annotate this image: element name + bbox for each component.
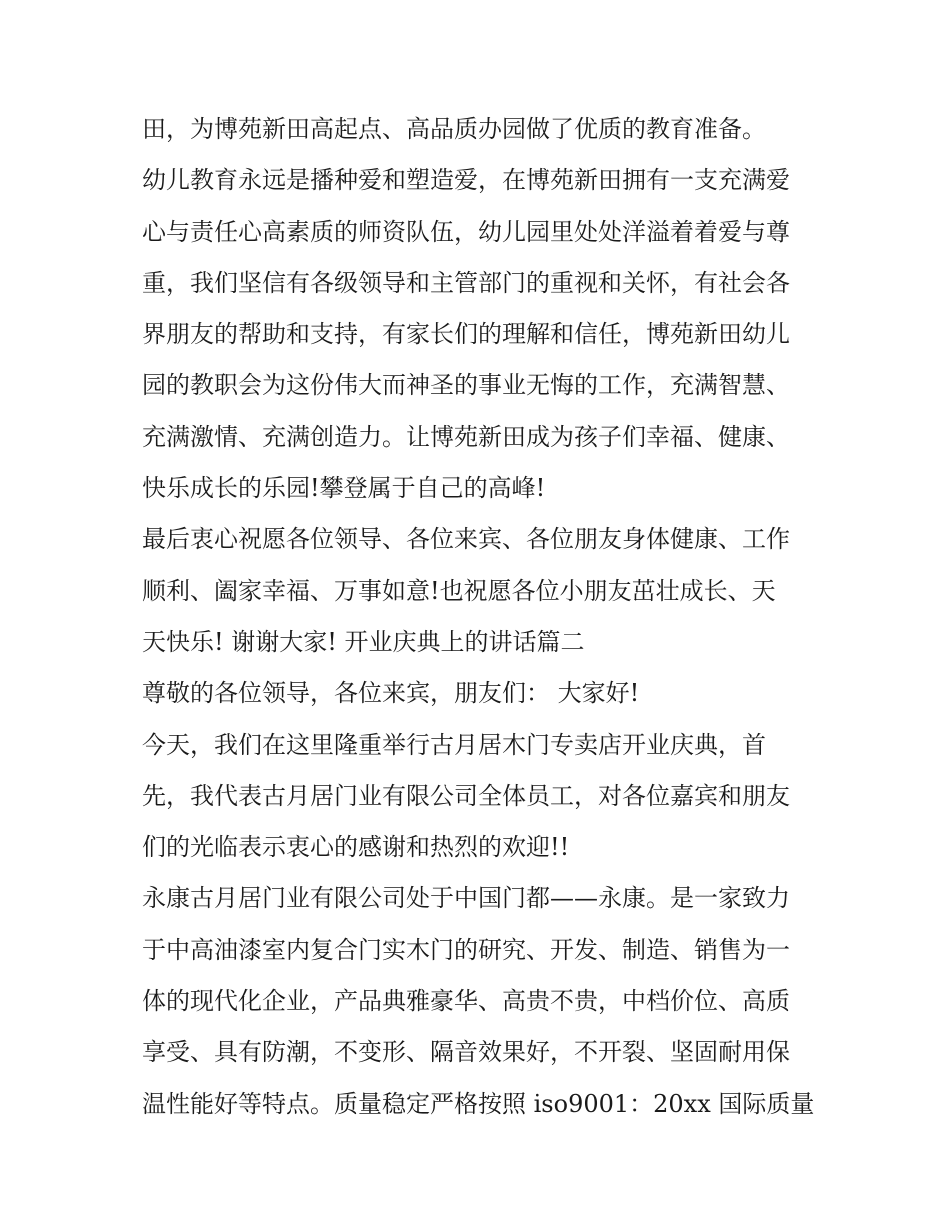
text-line: 最后衷心祝愿各位领导、各位来宾、各位朋友身体健康、工作 <box>142 525 790 554</box>
text-line: 快乐成长的乐园!攀登属于自己的高峰! <box>142 474 546 503</box>
text-line: 永康古月居门业有限公司处于中国门都——永康。是一家致力 <box>142 884 790 913</box>
text-line: 今天，我们在这里隆重举行古月居木门专卖店开业庆典，首 <box>142 730 766 759</box>
text-line: 园的教职会为这份伟大而神圣的事业无悔的工作，充满智慧、 <box>142 371 790 400</box>
text-line: 体的现代化企业，产品典雅豪华、高贵不贵，中档价位、高质 <box>142 987 790 1016</box>
text-line: 们的光临表示衷心的感谢和热烈的欢迎!! <box>142 833 570 862</box>
text-line: 心与责任心高素质的师资队伍，幼儿园里处处洋溢着着爱与尊 <box>142 217 790 246</box>
text-line: 重，我们坚信有各级领导和主管部门的重视和关怀，有社会各 <box>142 268 790 297</box>
text-line: 于中高油漆室内复合门实木门的研究、开发、制造、销售为一 <box>142 935 790 964</box>
text-line: 田，为博苑新田高起点、高品质办园做了优质的教育准备。 <box>142 115 766 143</box>
text-line: 先，我代表古月居门业有限公司全体员工，对各位嘉宾和朋友 <box>142 781 790 810</box>
text-line: 天快乐! 谢谢大家! 开业庆典上的讲话篇二 <box>142 627 585 656</box>
text-line: 充满激情、充满创造力。让博苑新田成为孩子们幸福、健康、 <box>142 422 790 451</box>
text-line: 顺利、阖家幸福、万事如意!也祝愿各位小朋友茁壮成长、天 <box>142 576 776 605</box>
text-line: 温性能好等特点。质量稳定严格按照 iso9001：20xx 国际质量 <box>142 1089 815 1118</box>
text-line: 享受、具有防潮，不变形、隔音效果好，不开裂、坚固耐用保 <box>142 1038 790 1067</box>
text-line: 幼儿教育永远是播种爱和塑造爱，在博苑新田拥有一支充满爱 <box>142 166 790 195</box>
text-line: 界朋友的帮助和支持，有家长们的理解和信任，博苑新田幼儿 <box>142 320 790 349</box>
document-body <box>142 104 822 1130</box>
text-line: 尊敬的各位领导，各位来宾，朋友们： 大家好! <box>142 679 640 708</box>
